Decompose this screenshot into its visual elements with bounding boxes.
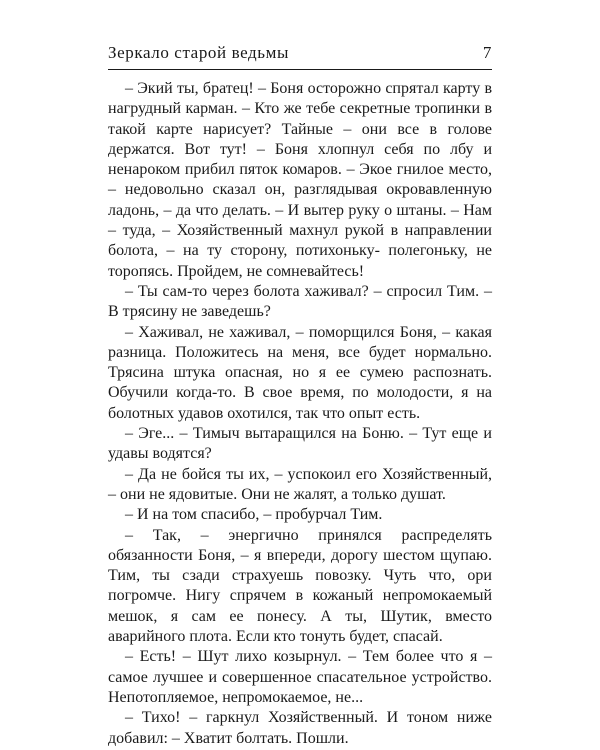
book-title: Зеркало старой ведьмы <box>108 43 289 62</box>
header-divider <box>108 69 492 70</box>
paragraph: – Эге... – Тимыч вытаращился на Боню. – Тут еще и удавы водятся? <box>108 425 492 463</box>
paragraph: – Так, – энергично принялся распределять обязанности Боня, – я впереди, дорогу шестом щупаю. Тим, ты сзади страхуешь повозку. Чуть что, ори погромче. Нигу спрячем в кожаный непромокаемый мешок, я сам ее понесу. А ты, Шутик, вместо аварийного плота. Если кто тонуть будет, спасай. <box>108 526 492 646</box>
paragraph: – Ты сам-то через болота хаживал? – спросил Тим. – В трясину не заведешь? <box>108 282 492 321</box>
paragraph: – И на том спасибо, – пробурчал Тим. <box>125 506 383 524</box>
running-header <box>108 43 492 67</box>
paragraph: – Экий ты, братец! – Боня осторожно спрятал карту в нагрудный карман. – Кто же тебе секретные тропинки в такой карте нарисует? Тайные – они все в голове держатся. Вот тут! – Боня хлопнул себя по лбу и ненароком прибил пяток комаров. – Экое гнилое место, – недовольно сказал он, разглядывая окровавленную ладонь, – да что делать. – И вытер руку о штаны. – Нам – туда, – Хозяйственный махнул рукой в направлении болота, – на ту сторону, потихоньку- полегоньку, не торопясь. Пройдем, не сомневайтесь! <box>108 80 492 280</box>
paragraph: – Хаживал, не хаживал, – поморщился Боня, – какая разница. Положитесь на меня, все будет нормально. Трясина штука опасная, но я ее сумею распознать. Обучили когда-то. В свое время, по молодости, я на болотных удавов охотился, так что опыт есть. <box>108 323 492 422</box>
paragraph: – Есть! – Шут лихо козырнул. – Тем более что я – самое лучшее и совершенное спасательное устройство. Непотопляемое, непромокаемое, не... <box>108 648 492 706</box>
paragraph: – Тихо! – гаркнул Хозяйственный. И тоном ниже добавил: – Хватит болтать. Пошли. <box>108 709 492 747</box>
paragraph: – Да не бойся ты их, – успокоил его Хозяйственный, – они не ядовитые. Они не жалят, а только душат. <box>108 465 492 503</box>
page-number: 7 <box>482 43 492 62</box>
body-text <box>108 79 492 749</box>
